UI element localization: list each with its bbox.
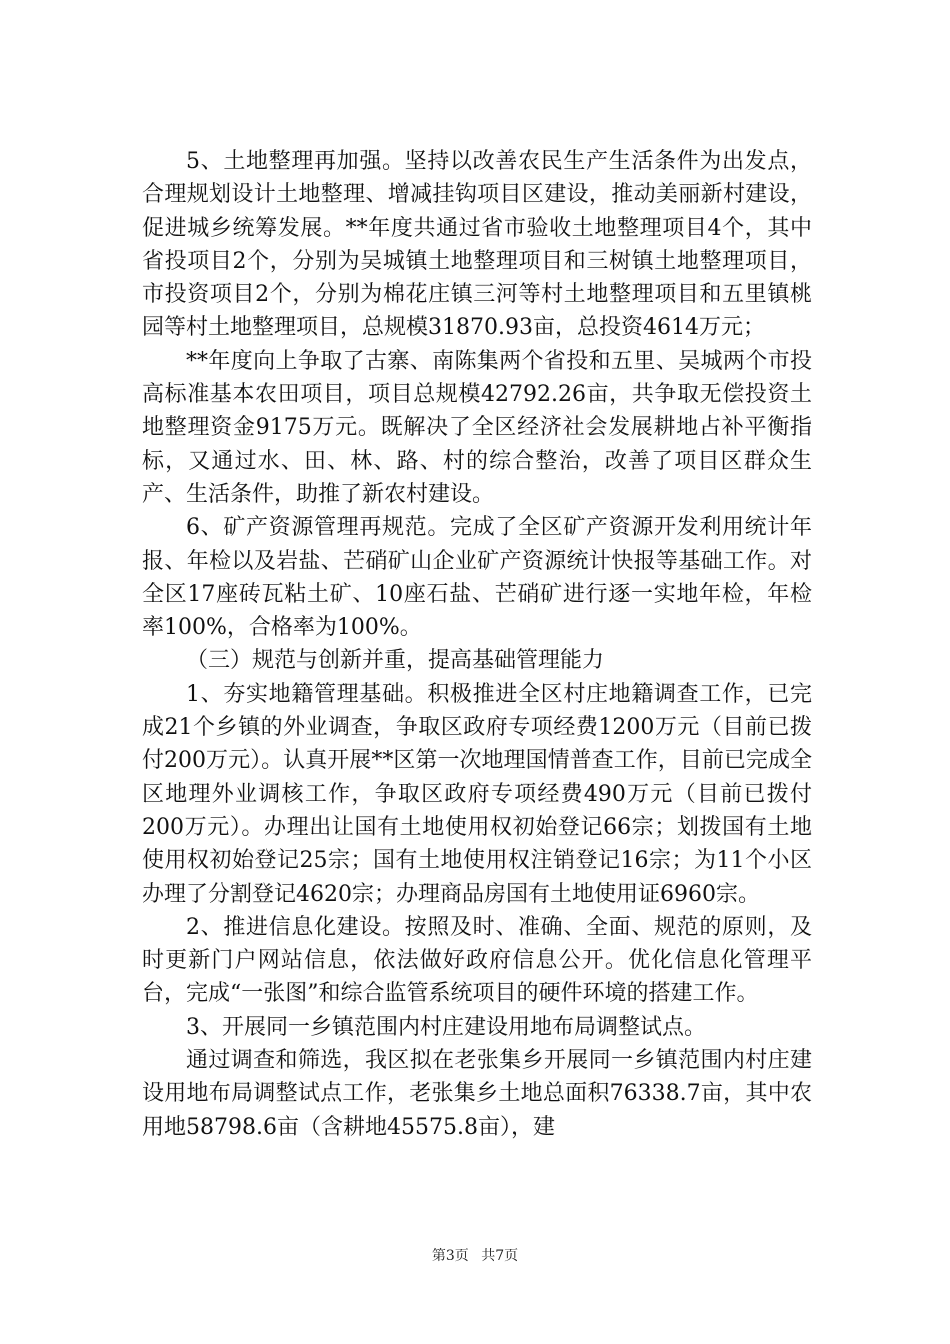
paragraph-pilot-heading: 3、开展同一乡镇范围内村庄建设用地布局调整试点。 [186, 1014, 706, 1040]
page-footer [0, 1246, 950, 1266]
paragraph-land-consolidation: 5、土地整理再加强。坚持以改善农民生产生活条件为出发点，合理规划设计土地整理、增减挂钩项目区建设，推动美丽新村建设，促进城乡统筹发展。**年度共通过省市验收土地整理项目4个，其中省投项目2个，分别为吴城镇土地整理项目和三树镇土地整理项目，市投资项目2个，分别为棉花庄镇三河等村土地整理项目和五里镇桃园等村土地整理项目，总规模31870.93亩，总投资4614万元； [142, 149, 812, 341]
paragraph-farmland-projects: **年度向上争取了古寨、南陈集两个省投和五里、吴城两个市投高标准基本农田项目，项目总规模42792.26亩，共争取无偿投资土地整理资金9175万元。既解决了全区经济社会发展耕地占补平衡指标，又通过水、田、林、路、村的综合整治，改善了项目区群众生产、生活条件，助推了新农村建设。 [142, 348, 812, 507]
section-heading: （三）规范与创新并重，提高基础管理能力 [186, 648, 605, 674]
paragraph-cadastral-management: 1、夯实地籍管理基础。积极推进全区村庄地籍调查工作，已完成21个乡镇的外业调查，争取区政府专项经费1200万元（目前已拨付200万元）。认真开展**区第一次地理国情普查工作，目前已完成全区地理外业调核工作，争取区政府专项经费490万元（目前已拨付200万元）。办理出让国有土地使用权初始登记66宗；划拨国有土地使用权初始登记25宗；国有土地使用权注销登记16宗；为11个小区办理了分割登记4620宗；办理商品房国有土地使用证6960宗。 [142, 681, 812, 907]
document-body [142, 145, 812, 1144]
paragraph-informatization: 2、推进信息化建设。按照及时、准确、全面、规范的原则，及时更新门户网站信息，依法做好政府信息公开。优化信息化管理平台，完成“一张图”和综合监管系统项目的硬件环境的搭建工作。 [142, 914, 812, 1007]
page-total: 共7页 [481, 1248, 519, 1264]
page-number: 第3页 [431, 1248, 469, 1264]
paragraph-pilot-detail: 通过调查和筛选，我区拟在老张集乡开展同一乡镇范围内村庄建设用地布局调整试点工作，老张集乡土地总面积76338.7亩，其中农用地58798.6亩（含耕地45575.8亩），建 [142, 1048, 812, 1140]
paragraph-mineral-resources: 6、矿产资源管理再规范。完成了全区矿产资源开发利用统计年报、年检以及岩盐、芒硝矿山企业矿产资源统计快报等基础工作。对全区17座砖瓦粘土矿、10座石盐、芒硝矿进行逐一实地年检，年检率100%，合格率为100%。 [142, 515, 812, 641]
